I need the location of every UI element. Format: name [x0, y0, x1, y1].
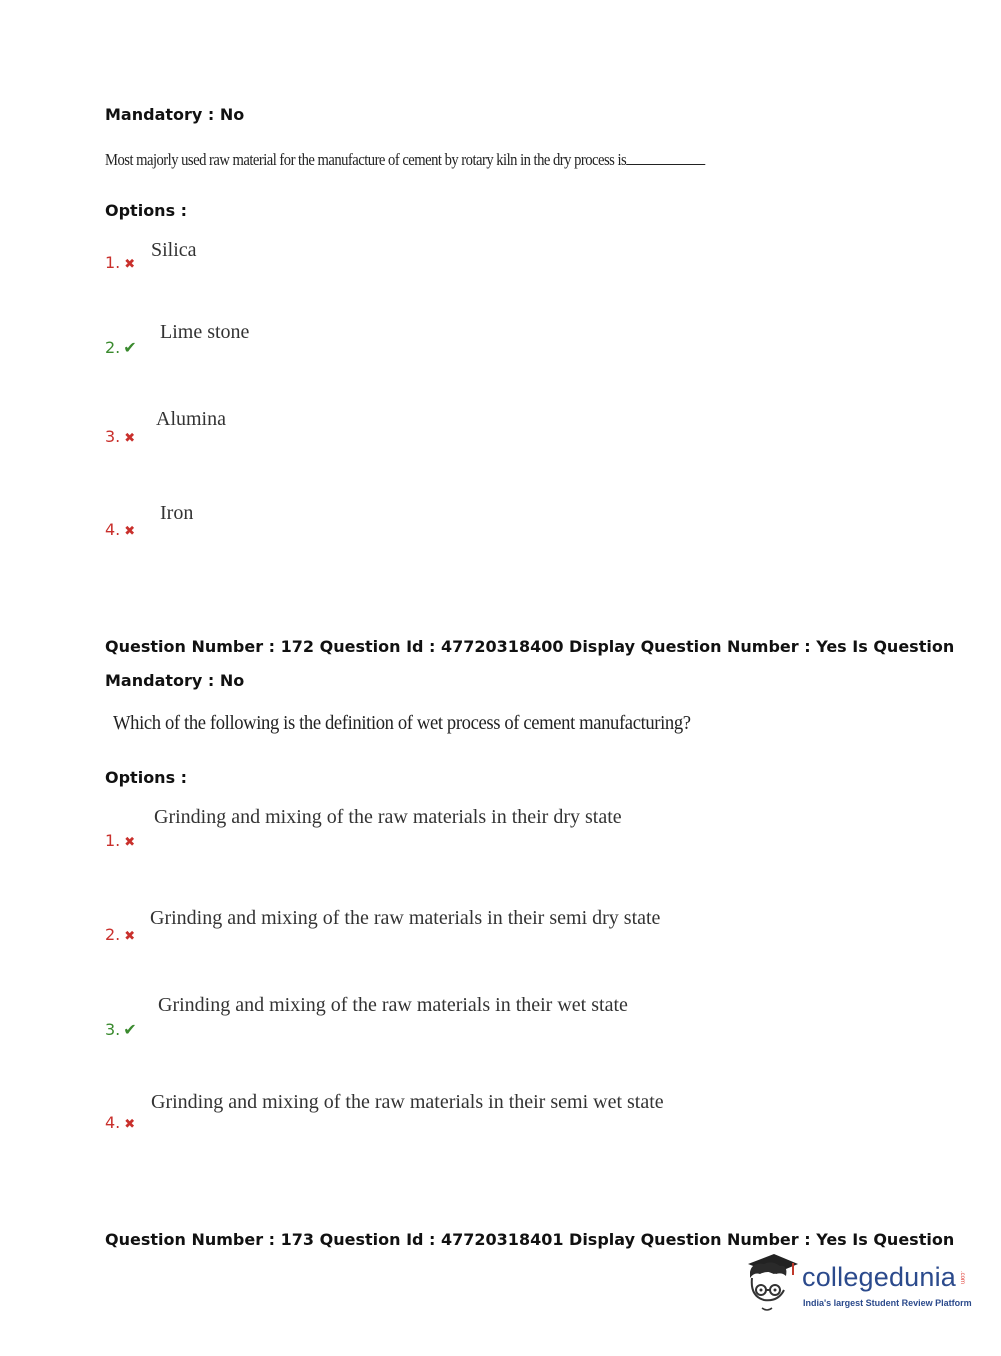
option-number: 4.: [105, 1113, 121, 1132]
option-number: 4.: [105, 520, 121, 539]
q171-option-4-number: [105, 520, 135, 539]
check-icon: ✔: [123, 338, 137, 357]
cross-icon: ✖: [124, 524, 136, 539]
option-number: 2.: [105, 338, 121, 357]
logo-tagline: India's largest Student Review Platform: [803, 1298, 972, 1308]
cross-icon: ✖: [124, 257, 136, 272]
q171-option-1-text: Silica: [151, 239, 197, 261]
q171-mandatory: Mandatory : No: [105, 105, 245, 124]
q171-question: [105, 150, 705, 170]
collegedunia-logo: [742, 1250, 972, 1320]
q171-options-label: Options :: [105, 201, 188, 220]
q171-option-3-text: Alumina: [156, 408, 226, 430]
check-icon: ✔: [123, 1020, 137, 1039]
option-number: 3.: [105, 427, 121, 446]
q172-option-3-text: Grinding and mixing of the raw materials in their wet state: [158, 994, 628, 1016]
q172-question: Which of the following is the definition of wet process of cement manufacturing?: [113, 712, 691, 734]
logo-wordmark: collegedunia: [802, 1262, 957, 1292]
q171-question-text: Most majorly used raw material for the manufacture of cement by rotary kiln in the dry process is: [105, 150, 627, 169]
mascot-icon: [742, 1250, 802, 1320]
q172-option-4-text: Grinding and mixing of the raw materials in their semi wet state: [151, 1091, 664, 1113]
q172-option-4-number: [105, 1113, 135, 1132]
answer-blank: [626, 163, 705, 165]
q171-option-2-number: [105, 338, 137, 357]
q171-option-3-number: [105, 427, 135, 446]
q172-header: Question Number : 172 Question Id : 47720318400 Display Question Number : Yes Is Question: [105, 637, 955, 656]
q172-option-1-number: [105, 831, 135, 850]
q172-option-2-number: [105, 925, 135, 944]
q172-option-1-text: Grinding and mixing of the raw materials in their dry state: [154, 806, 622, 828]
cross-icon: ✖: [124, 1117, 136, 1132]
q173-header: Question Number : 173 Question Id : 47720318401 Display Question Number : Yes Is Question: [105, 1230, 955, 1249]
option-number: 1.: [105, 831, 121, 850]
q171-option-4-text: Iron: [160, 502, 194, 524]
cross-icon: ✖: [124, 929, 136, 944]
logo-suffix: .com: [959, 1271, 965, 1285]
q172-option-2-text: Grinding and mixing of the raw materials in their semi dry state: [150, 907, 661, 929]
cross-icon: ✖: [124, 431, 136, 446]
option-number: 3.: [105, 1020, 121, 1039]
q172-options-label: Options :: [105, 768, 188, 787]
cross-icon: ✖: [124, 835, 136, 850]
q171-option-2-text: Lime stone: [160, 321, 250, 343]
option-number: 2.: [105, 925, 121, 944]
q171-option-1-number: [105, 253, 135, 272]
option-number: 1.: [105, 253, 121, 272]
q172-option-3-number: [105, 1020, 137, 1039]
q172-mandatory: Mandatory : No: [105, 671, 245, 690]
